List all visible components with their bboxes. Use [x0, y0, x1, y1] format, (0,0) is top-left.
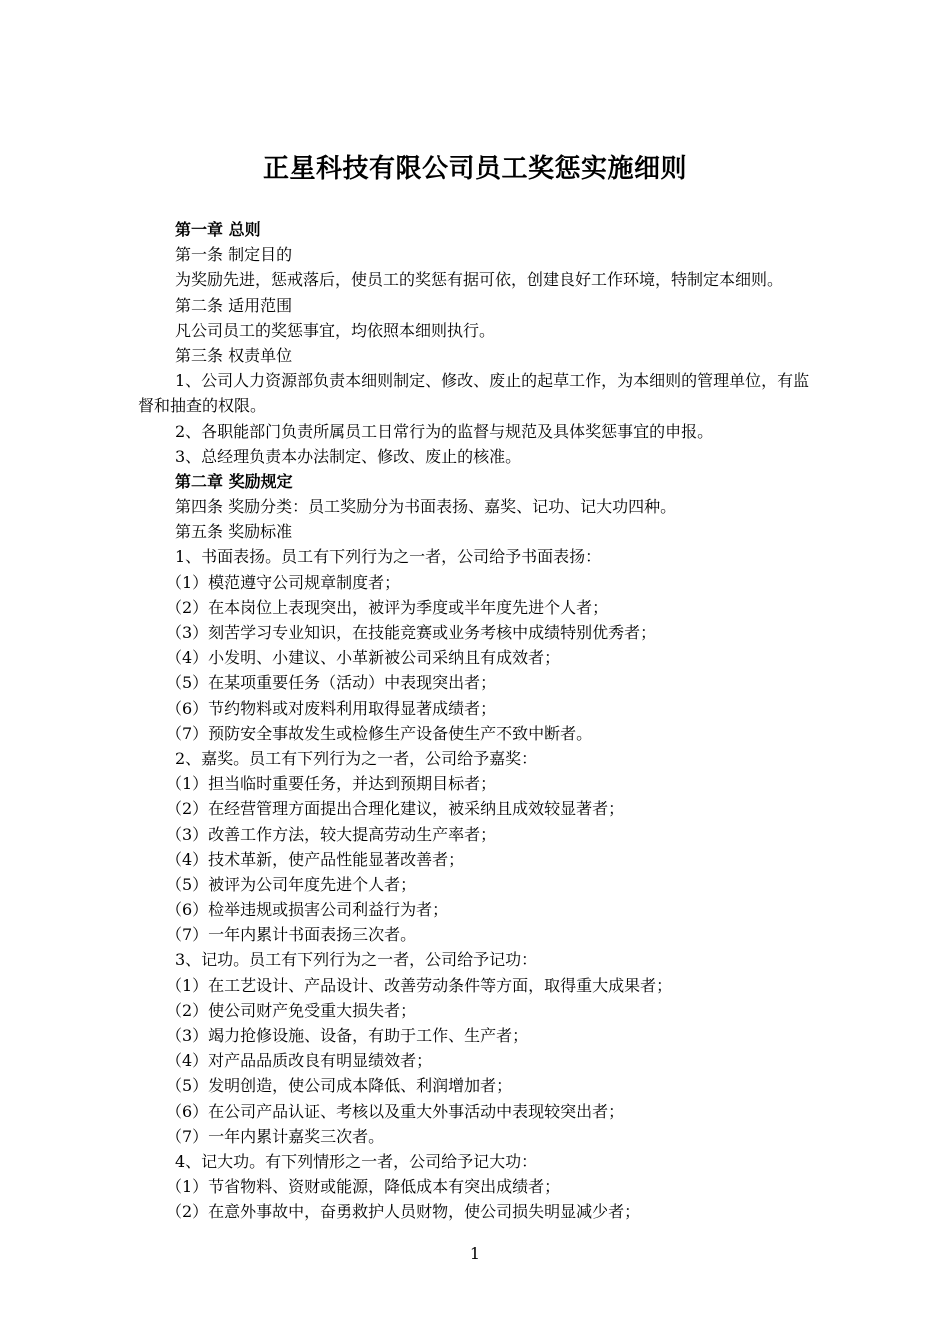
list-item: （5）被评为公司年度先进个人者； [166, 874, 417, 894]
paragraph: 2、各职能部门负责所属员工日常行为的监督与规范及具体奖惩事宜的申报。 [175, 421, 714, 441]
paragraph: 1、公司人力资源部负责本细则制定、修改、废止的起草工作，为本细则的管理单位，有监督和抽查的权限。 [138, 371, 810, 416]
list-item: （6）检举违规或损害公司利益行为者； [166, 900, 449, 920]
list-item: （1）在工艺设计、产品设计、改善劳动条件等方面，取得重大成果者； [166, 975, 673, 995]
list-item: （5）发明创造，使公司成本降低、利润增加者； [166, 1076, 513, 1096]
paragraph: 3、总经理负责本办法制定、修改、废止的核准。 [175, 446, 522, 466]
document-title: 正星科技有限公司员工奖惩实施细则 [262, 154, 687, 184]
paragraph: 凡公司员工的奖惩事宜，均依照本细则执行。 [175, 320, 496, 340]
page-number: 1 [469, 1244, 481, 1263]
section-heading: 1、书面表扬。员工有下列行为之一者，公司给予书面表扬： [175, 547, 602, 567]
list-item: （4）技术革新，使产品性能显著改善者； [166, 849, 465, 869]
chapter-heading: 第二章 奖励规定 [175, 471, 293, 491]
list-item: （2）在经营管理方面提出合理化建议，被采纳且成效较显著者； [166, 799, 625, 819]
section-heading: 2、嘉奖。员工有下列行为之一者，公司给予嘉奖： [175, 748, 538, 768]
section-heading: 4、记大功。有下列情形之一者，公司给予记大功： [175, 1151, 538, 1171]
list-item: （6）节约物料或对废料利用取得显著成绩者； [166, 698, 497, 718]
list-item: （1）担当临时重要任务，并达到预期目标者； [166, 774, 497, 794]
section-heading: 3、记功。员工有下列行为之一者，公司给予记功： [175, 950, 538, 970]
list-item: （3）刻苦学习专业知识，在技能竞赛或业务考核中成绩特别优秀者； [166, 623, 657, 643]
list-item: （1）节省物料、资财或能源，降低成本有突出成绩者； [166, 1177, 561, 1197]
list-item: （2）使公司财产免受重大损失者； [166, 1000, 417, 1020]
article-heading: 第一条 制定目的 [175, 245, 293, 265]
list-item: （3）竭力抢修设施、设备，有助于工作、生产者； [166, 1026, 529, 1046]
article-heading: 第三条 权责单位 [175, 345, 293, 365]
list-item: （4）小发明、小建议、小革新被公司采纳且有成效者； [166, 648, 561, 668]
list-item: （7）一年内累计嘉奖三次者。 [166, 1126, 385, 1146]
list-item: （2）在本岗位上表现突出，被评为季度或半年度先进个人者； [166, 597, 609, 617]
list-item: （3）改善工作方法，较大提高劳动生产率者； [166, 824, 497, 844]
article-heading: 第五条 奖励标准 [175, 522, 293, 542]
list-item: （4）对产品品质改良有明显绩效者； [166, 1051, 433, 1071]
article-heading: 第四条 奖励分类：员工奖励分为书面表扬、嘉奖、记功、记大功四种。 [175, 497, 677, 517]
list-item: （7）预防安全事故发生或检修生产设备使生产不致中断者。 [166, 723, 593, 743]
paragraph: 为奖励先进，惩戒落后，使员工的奖惩有据可依，创建良好工作环境，特制定本细则。 [175, 270, 784, 290]
document-body [138, 217, 816, 1225]
list-item: （5）在某项重要任务（活动）中表现突出者； [166, 673, 497, 693]
list-item: （1）模范遵守公司规章制度者； [166, 572, 401, 592]
chapter-heading: 第一章 总则 [175, 220, 261, 239]
list-item: （6）在公司产品认证、考核以及重大外事活动中表现较突出者； [166, 1101, 625, 1121]
list-item: （7）一年内累计书面表扬三次者。 [166, 925, 417, 945]
article-heading: 第二条 适用范围 [175, 295, 293, 315]
list-item: （2）在意外事故中，奋勇救护人员财物，使公司损失明显减少者； [166, 1202, 641, 1222]
